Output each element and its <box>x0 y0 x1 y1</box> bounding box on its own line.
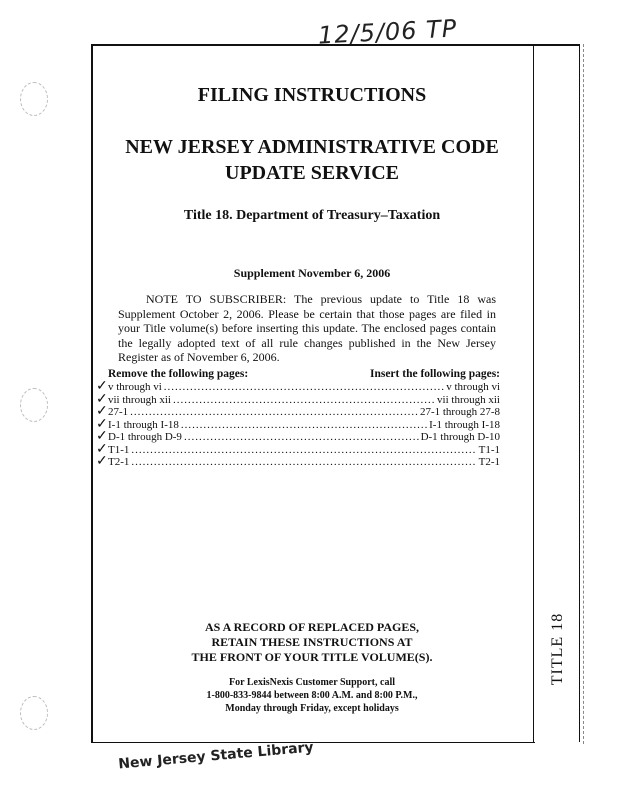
remove-pages: D-1 through D-9 <box>108 431 182 443</box>
leader-dots <box>164 381 444 393</box>
remove-pages: 27-1 <box>108 406 129 418</box>
library-stamp: New Jersey State Library <box>117 739 315 773</box>
remove-pages: vii through xii <box>108 393 171 406</box>
list-item <box>96 429 500 444</box>
punch-hole <box>20 696 48 730</box>
insert-pages: D-1 through D-10 <box>420 431 500 443</box>
list-item <box>96 454 500 469</box>
checkmark-icon: ✓ <box>96 379 108 394</box>
insert-pages: I-1 through I-18 <box>429 418 500 431</box>
remove-pages: I-1 through I-18 <box>108 418 179 431</box>
list-item <box>96 391 500 407</box>
page-edge <box>583 44 584 744</box>
support-line: For LexisNexis Customer Support, call <box>228 677 395 688</box>
leader-dots <box>131 444 476 456</box>
remove-pages: v through vi <box>108 381 162 393</box>
checkmark-icon: ✓ <box>96 404 108 419</box>
leader-dots <box>184 431 419 443</box>
list-item <box>96 416 500 432</box>
document-title: FILING INSTRUCTIONS <box>197 84 427 106</box>
punch-hole <box>20 388 48 422</box>
list-item <box>96 379 500 394</box>
checkmark-icon: ✓ <box>96 454 108 469</box>
leader-dots <box>130 406 418 418</box>
checkmark-icon: ✓ <box>96 391 108 407</box>
support-line: Monday through Friday, except holidays <box>225 703 399 714</box>
service-title-line: UPDATE SERVICE <box>225 162 399 184</box>
insert-pages: v through vi <box>446 381 500 393</box>
punch-hole <box>20 82 48 116</box>
tab-label: TITLE 18 <box>549 612 566 686</box>
leader-dots <box>131 456 476 468</box>
insert-pages: T2-1 <box>478 456 500 468</box>
checkmark-icon: ✓ <box>96 441 108 457</box>
handwritten-date-note: 12/5/06 TP <box>317 14 458 50</box>
list-item <box>96 404 500 419</box>
service-title <box>91 134 533 186</box>
insert-header: Insert the following pages: <box>369 368 500 380</box>
checkmark-icon: ✓ <box>96 416 108 432</box>
record-instruction <box>91 620 533 665</box>
insert-pages: T1-1 <box>478 443 500 456</box>
support-line: 1-800-833-9844 between 8:00 A.M. and 8:00 P.M., <box>206 690 418 701</box>
page-replacement-list <box>96 368 500 469</box>
record-line: AS A RECORD OF REPLACED PAGES, <box>204 620 420 634</box>
remove-pages: T2-1 <box>108 456 130 468</box>
supplement-date: Supplement November 6, 2006 <box>233 266 391 280</box>
insert-pages: 27-1 through 27-8 <box>419 406 500 418</box>
title-subject: Title 18. Department of Treasury–Taxation <box>183 208 441 223</box>
list-item <box>96 441 500 457</box>
list-header <box>108 368 500 380</box>
subscriber-note: NOTE TO SUBSCRIBER: The previous update to Title 18 was Supplement October 2, 2006. Please be certain that those pages are filed in your Title volume(s) before inserting this update. The enclosed pages contain the legally adopted text of all rule changes published in the New Jersey Register as of November 6, 2006. <box>118 292 496 364</box>
insert-pages: vii through xii <box>437 393 500 406</box>
remove-pages: T1-1 <box>108 443 130 456</box>
record-line: THE FRONT OF YOUR TITLE VOLUME(S). <box>191 650 433 664</box>
record-line: RETAIN THESE INSTRUCTIONS AT <box>211 635 413 649</box>
leader-dots <box>173 394 435 406</box>
remove-header: Remove the following pages: <box>108 368 249 380</box>
service-title-line: NEW JERSEY ADMINISTRATIVE CODE <box>125 136 499 158</box>
checkmark-icon: ✓ <box>96 429 108 444</box>
leader-dots <box>181 419 427 431</box>
customer-support-info <box>91 676 533 715</box>
